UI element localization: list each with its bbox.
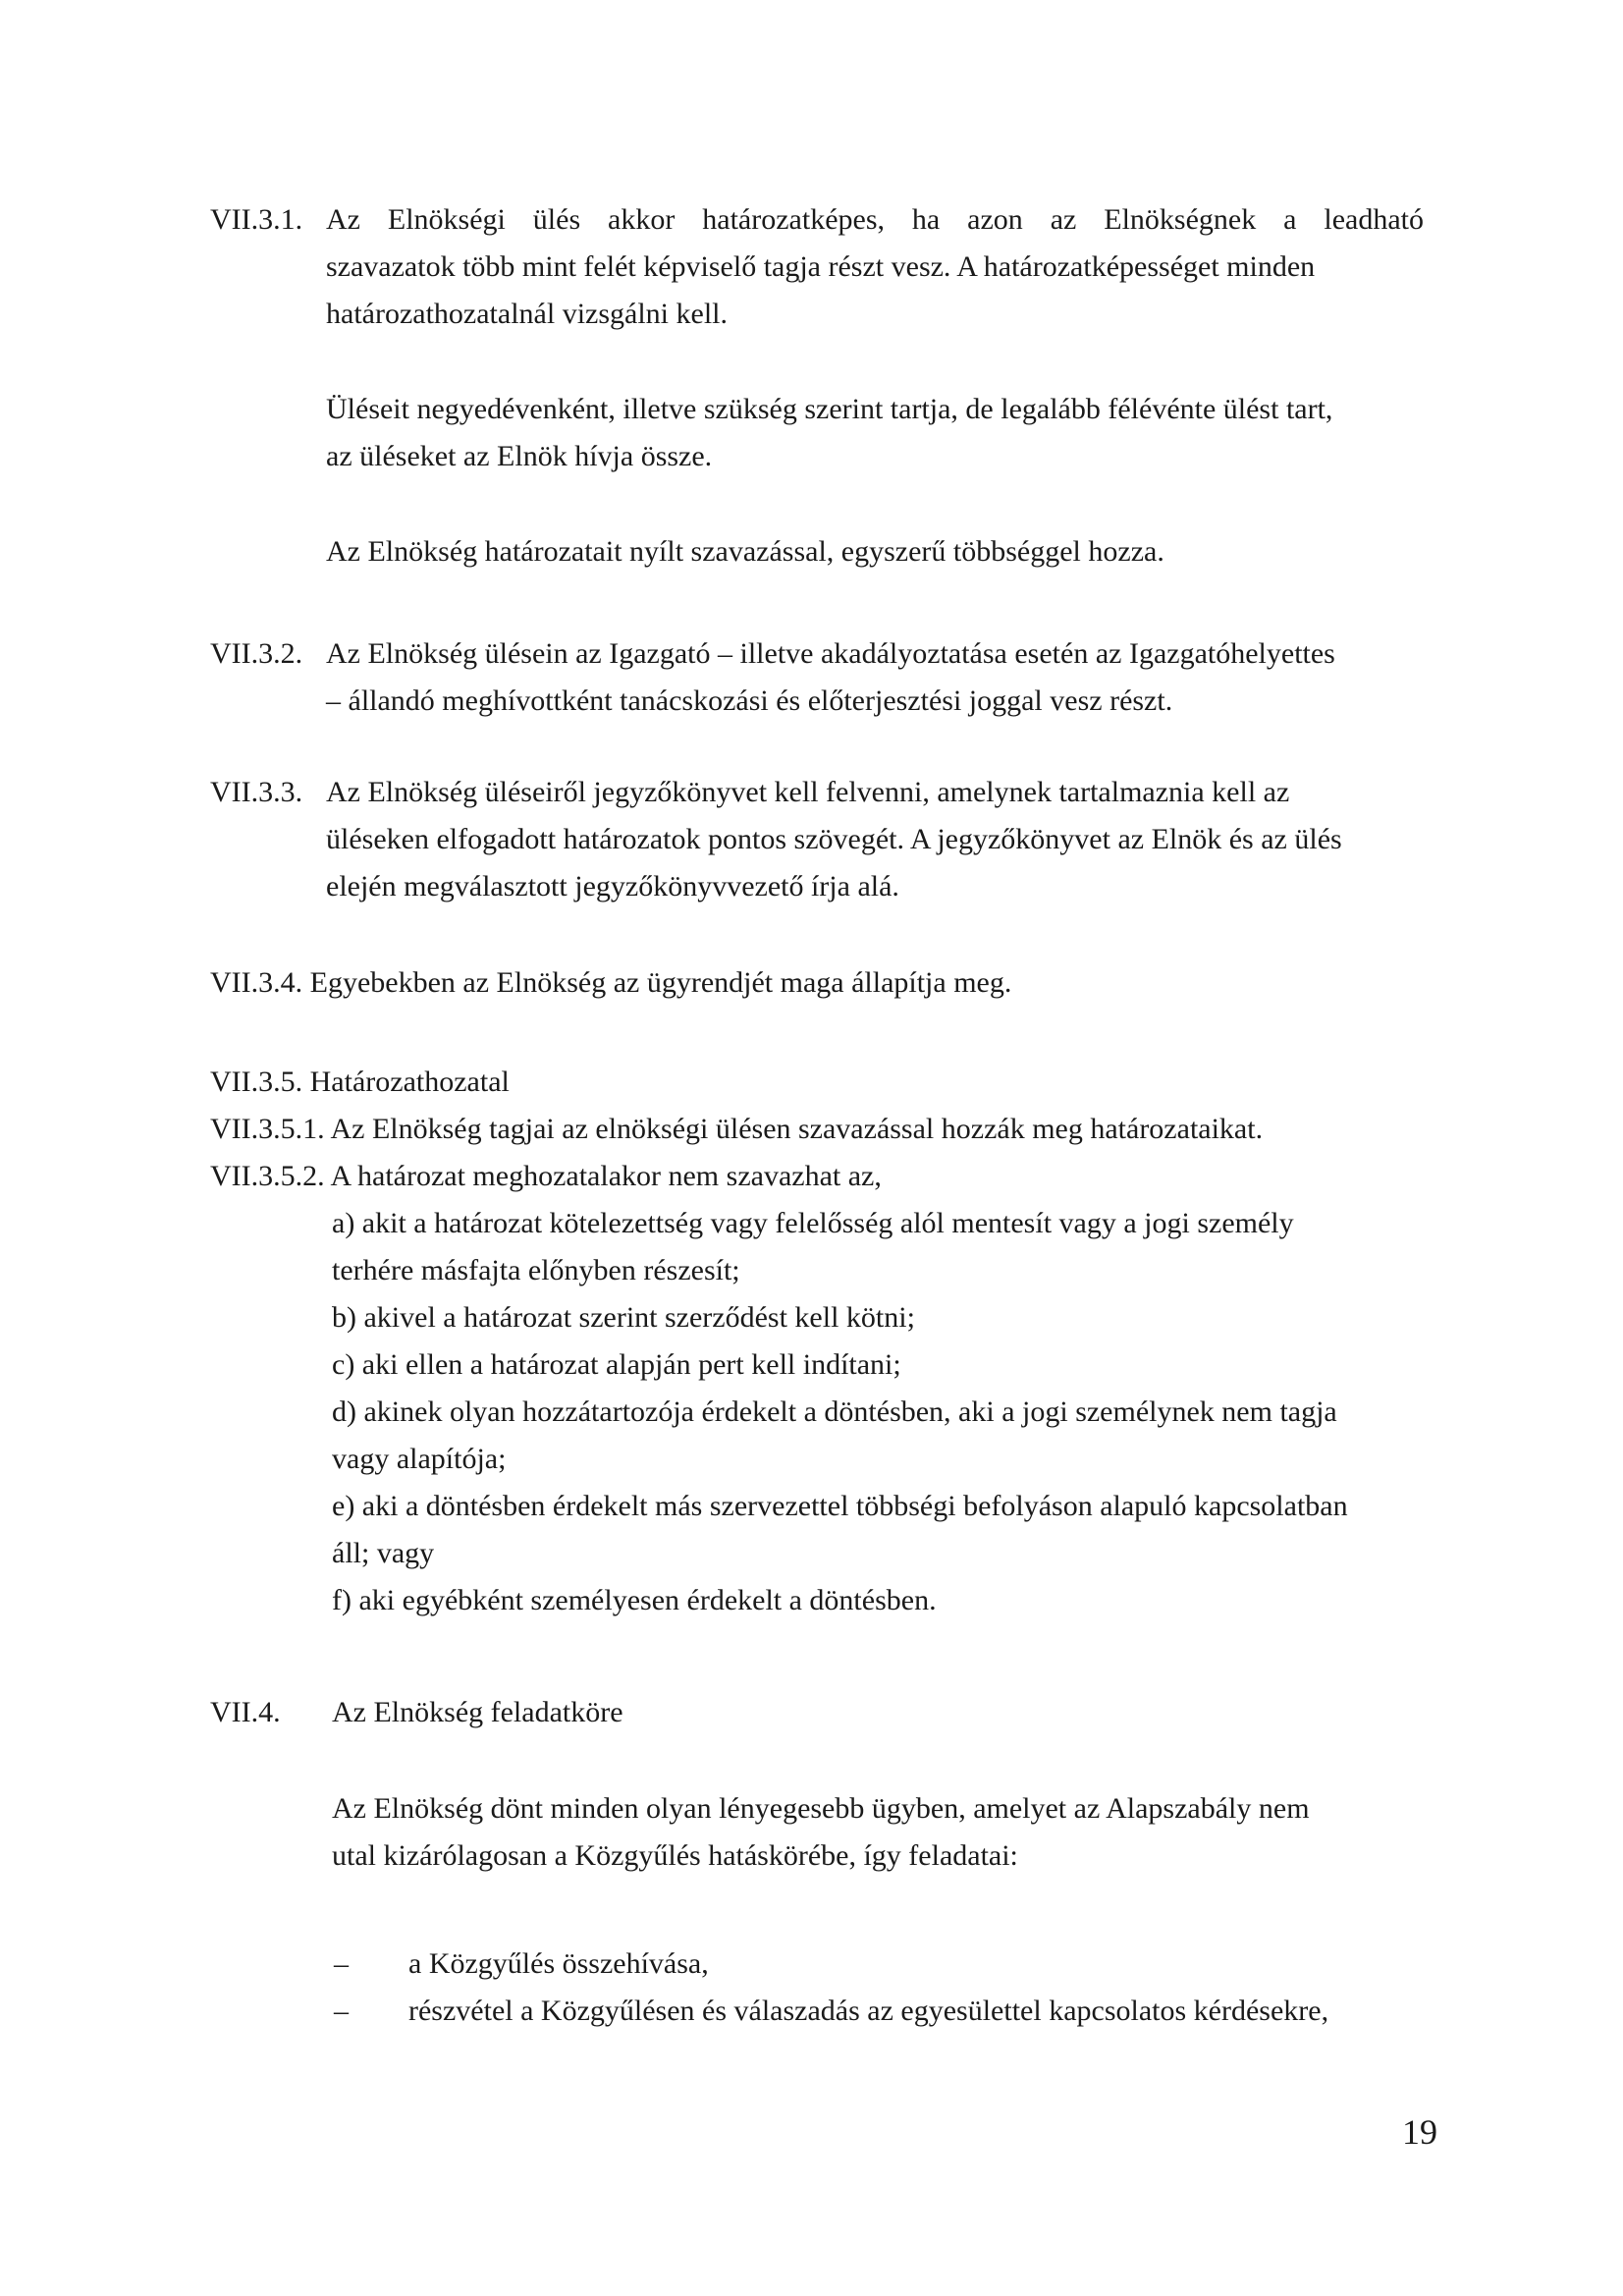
text-line: Üléseit negyedévenként, illetve szükség szerint tartja, de legalább félévénte ülést tart, — [326, 393, 1333, 425]
list-item-e-cont: áll; vagy — [332, 1537, 435, 1569]
list-item-a: a) akit a határozat kötelezettség vagy felelősség alól mentesít vagy a jogi személy — [332, 1207, 1294, 1239]
list-exclusions — [332, 1200, 1430, 1624]
paragraph-hatarozat: Az Elnökség határozatait nyílt szavazással, egyszerű többséggel hozza. — [326, 535, 1164, 568]
text-line: Az Elnökség dönt minden olyan lényegesebb ügyben, amelyet az Alapszabály nem — [332, 1792, 1310, 1825]
list-item-f: f) aki egyébként személyesen érdekelt a döntésben. — [332, 1584, 937, 1616]
section-number-vii-3-3: VII.3.3. — [210, 776, 303, 808]
text-line: – állandó meghívottként tanácskozási és előterjesztési joggal vesz részt. — [326, 684, 1173, 717]
text-line: üléseken elfogadott határozatok pontos szövegét. A jegyzőkönyvet az Elnök és az ülés — [326, 823, 1342, 855]
paragraph-vii-3-3 — [326, 769, 1424, 910]
list-item-d-cont: vagy alapítója; — [332, 1443, 507, 1475]
paragraph-ules — [326, 386, 1424, 480]
bullet-item-kozgyules-osszehivasa: a Közgyűlés összehívása, — [408, 1947, 709, 1980]
section-number-vii-3-1: VII.3.1. — [210, 203, 303, 236]
bullet-dash: – — [334, 1947, 349, 1980]
text-line: Az Elnökségi ülés akkor határozatképes, ha azon az Elnökségnek a leadható — [326, 203, 1424, 236]
paragraph-vii-3-1 — [326, 196, 1424, 338]
heading-vii-4: Az Elnökség feladatköre — [332, 1696, 623, 1728]
text-line: elején megválasztott jegyzőkönyvvezető írja alá. — [326, 870, 899, 902]
list-item-d: d) akinek olyan hozzátartozója érdekelt a döntésben, aki a jogi személynek nem tagja — [332, 1395, 1337, 1428]
bullet-item-reszvetel: részvétel a Közgyűlésen és válaszadás az egyesülettel kapcsolatos kérdésekre, — [408, 1995, 1329, 2027]
list-item-e: e) aki a döntésben érdekelt más szervezettel többségi befolyáson alapuló kapcsolatban — [332, 1490, 1348, 1522]
section-number-vii-4: VII.4. — [210, 1696, 281, 1728]
list-item-c: c) aki ellen a határozat alapján pert kell indítani; — [332, 1348, 901, 1381]
text-line: Az Elnökség ülésein az Igazgató – illetve akadályoztatása esetén az Igazgatóhelyettes — [326, 637, 1335, 670]
text-line: Az Elnökség üléseiről jegyzőkönyvet kell felvenni, amelynek tartalmaznia kell az — [326, 776, 1290, 808]
section-number-vii-3-2: VII.3.2. — [210, 637, 303, 670]
text-line: az üléseket az Elnök hívja össze. — [326, 440, 713, 472]
paragraph-vii-3-4: VII.3.4. Egyebekben az Elnökség az ügyrendjét maga állapítja meg. — [210, 966, 1012, 999]
paragraph-vii-3-5-2: VII.3.5.2. A határozat meghozatalakor nem szavazhat az, — [210, 1160, 882, 1192]
bullet-dash: – — [334, 1995, 349, 2027]
paragraph-vii-3-2 — [326, 630, 1424, 725]
paragraph-elnokseg-dont — [332, 1785, 1430, 1880]
page-number: 19 — [1402, 2112, 1437, 2152]
heading-vii-3-5: VII.3.5. Határozathozatal — [210, 1066, 510, 1098]
list-item-a-cont: terhére másfajta előnyben részesít; — [332, 1254, 740, 1286]
list-item-b: b) akivel a határozat szerint szerződést kell kötni; — [332, 1301, 915, 1334]
paragraph-vii-3-5-1: VII.3.5.1. Az Elnökség tagjai az elnökségi ülésen szavazással hozzák meg határozataikat. — [210, 1113, 1264, 1145]
text-line: határozathozatalnál vizsgálni kell. — [326, 298, 728, 330]
text-line: szavazatok több mint felét képviselő tagja részt vesz. A határozatképességet minden — [326, 250, 1316, 283]
text-line: utal kizárólagosan a Közgyűlés hatáskörébe, így feladatai: — [332, 1839, 1018, 1872]
